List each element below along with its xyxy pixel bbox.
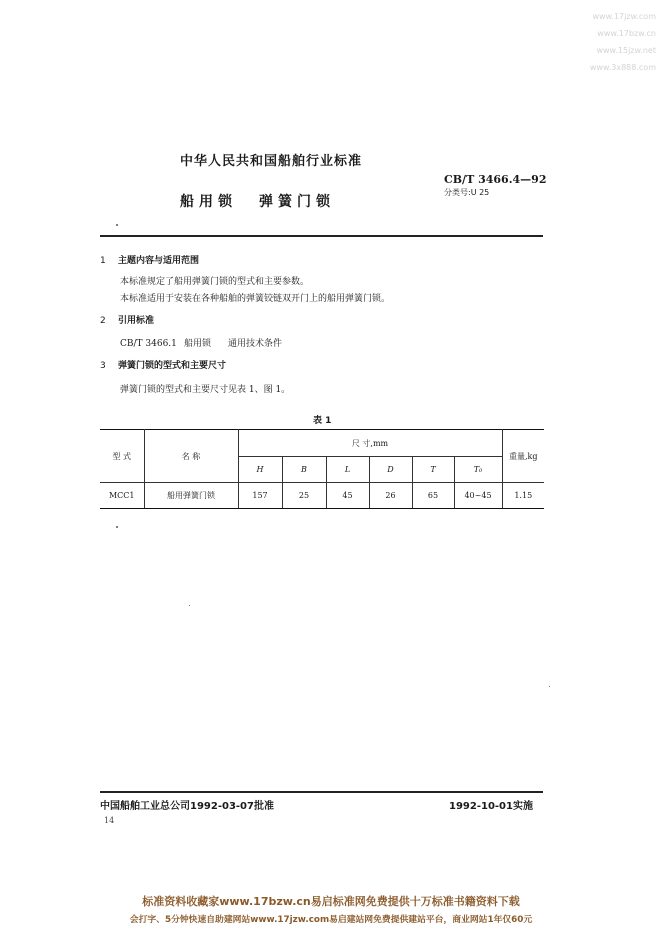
cell-type: MCC1 — [100, 483, 144, 509]
section-1-number: 1 — [100, 256, 106, 266]
effective-date: 1992-10-01实施 — [449, 801, 533, 812]
cell-T0: 40~45 — [454, 483, 502, 509]
reference-name-a: 船用锁 — [184, 339, 212, 349]
classification-number: 分类号:U 25 — [444, 188, 490, 197]
section-2-number: 2 — [100, 316, 106, 326]
issuing-body-heading: 中华人民共和国船舶行业标准 — [180, 154, 363, 169]
column-L: L — [326, 457, 369, 483]
section-1-heading — [100, 253, 199, 266]
download-banner-line-2: 会打字、5分钟快速自助建网站www.17jzw.com易启建站网免费提供建站平台，商业网站1年仅60元 — [129, 915, 533, 925]
section-1-title: 主题内容与适用范围 — [118, 256, 200, 266]
column-D: D — [369, 457, 412, 483]
footer-rule — [100, 791, 543, 793]
page-number: 14 — [104, 816, 115, 825]
section-3-heading — [100, 358, 226, 371]
reference-name-b: 通用技术条件 — [228, 339, 283, 349]
standard-number: CB/T 3466.4—92 — [444, 173, 547, 186]
column-T: T — [412, 457, 454, 483]
cell-T: 65 — [412, 483, 454, 509]
cell-B: 25 — [282, 483, 326, 509]
watermark-url-1: www.17jzw.com — [592, 12, 656, 21]
section-2-heading — [100, 313, 154, 326]
watermark-url-2: www.17bzw.cn — [597, 29, 656, 38]
section-3-title: 弹簧门锁的型式和主要尺寸 — [118, 361, 227, 371]
dimension-table — [100, 429, 544, 509]
column-T0: T₀ — [454, 457, 502, 483]
header-dimensions: 尺 寸,mm — [238, 430, 502, 457]
cell-name: 船用弹簧门锁 — [144, 483, 238, 509]
cell-D: 26 — [369, 483, 412, 509]
scan-speck — [549, 686, 550, 687]
document-title — [180, 191, 335, 211]
cell-H: 157 — [238, 483, 282, 509]
title-part-a: 船用锁 — [180, 194, 237, 210]
section-1-paragraph-2: 本标准适用于安装在各种船舶的弹簧铰链双开门上的船用弹簧门锁。 — [120, 294, 391, 304]
column-H: H — [238, 457, 282, 483]
section-2-reference — [120, 336, 282, 349]
column-B: B — [282, 457, 326, 483]
header-name: 名 称 — [144, 430, 238, 483]
approval-line: 中国船舶工业总公司1992-03-07批准 — [100, 801, 274, 812]
scan-speck — [189, 605, 190, 606]
section-3-paragraph-1: 弹簧门锁的型式和主要尺寸见表 1、图 1。 — [120, 385, 291, 395]
watermark-url-3: www.15jzw.net — [596, 46, 656, 55]
header-rule — [100, 235, 543, 237]
scan-speck — [116, 224, 118, 226]
reference-code: CB/T 3466.1 — [120, 339, 177, 349]
header-type: 型 式 — [100, 430, 144, 483]
scan-speck — [116, 526, 118, 528]
cell-L: 45 — [326, 483, 369, 509]
table-caption: 表 1 — [313, 416, 332, 426]
header-weight: 重量,kg — [502, 430, 544, 483]
section-1-paragraph-1: 本标准规定了船用弹簧门锁的型式和主要参数。 — [120, 277, 310, 287]
cell-weight: 1.15 — [502, 483, 544, 509]
watermark-url-4: www.3x888.com — [589, 63, 656, 72]
title-part-b: 弹簧门锁 — [259, 194, 335, 210]
download-banner-line-1: 标准资料收藏家www.17bzw.cn易启标准网免费提供十万标准书籍资料下载 — [142, 895, 520, 908]
section-3-number: 3 — [100, 361, 106, 371]
section-2-title: 引用标准 — [118, 316, 155, 326]
